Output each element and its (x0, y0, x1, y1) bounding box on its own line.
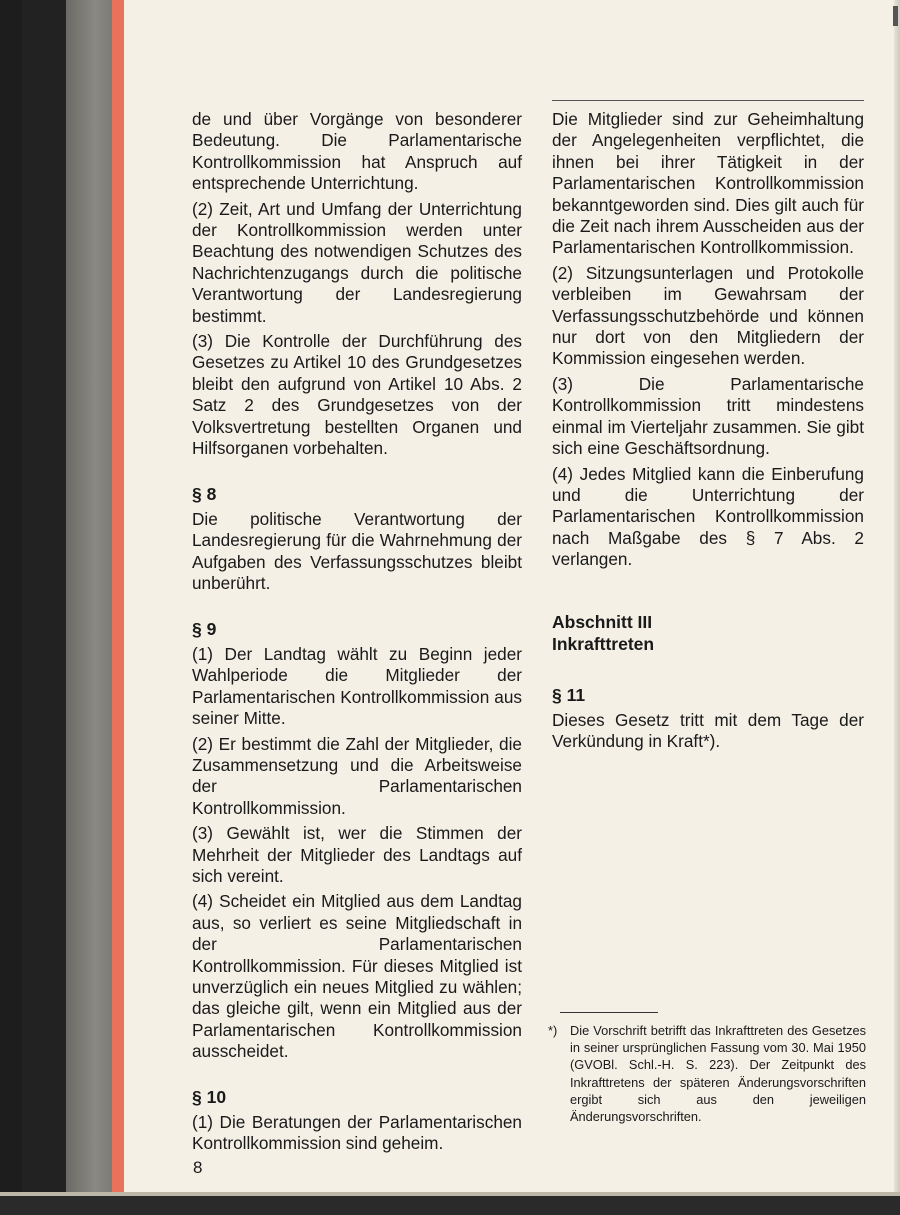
footnote-text: Die Vorschrift betrifft das Inkrafttreten des Gesetzes in seiner ursprünglichen Fassung vom 30. Mai 1950 (GVOBl. Schl.-H. S. 223). Der Zeitpunkt des Inkrafttretens der späteren Änderungsvorschriften ergibt sich aus den jeweiligen Änderungsvorschriften. (570, 1023, 866, 1125)
paragraph: (3) Die Kontrolle der Durchführung des Gesetzes zu Artikel 10 des Grundgesetzes bleibt den aufgrund von Artikel 10 Abs. 2 Satz 2 des Grundgesetzes von der Volksvertretung bestellten Organen und Hilfsorganen vorbehalten. (192, 331, 522, 459)
footnote (548, 1022, 866, 1125)
book-page-edges (66, 0, 114, 1215)
section-title-line2: Inkrafttreten (552, 633, 655, 654)
paragraph-heading: § 10 (192, 1086, 227, 1107)
paragraph: (1) Die Beratungen der Parlamentarischen Kontrollkommission sind geheim. (192, 1112, 522, 1154)
right-column-after-section (552, 685, 864, 753)
paragraph: (2) Sitzungsunterlagen und Protokolle verbleiben im Gewahrsam der Verfassungsschutzbehörde und können nur dort von den Mitgliedern der Kommission eingesehen werden. (552, 262, 864, 369)
paragraph: de und über Vorgänge von besonderer Bedeutung. Die Parlamentarische Kontrollkommission hat Anspruch auf entsprechende Unterrichtung. (192, 109, 522, 194)
page-right-edge (894, 0, 900, 1200)
left-text-column (192, 100, 522, 1159)
right-text-column (552, 100, 864, 757)
page-corner-mark (893, 6, 898, 26)
paragraph: (3) Die Parlamentarische Kontrollkommission tritt mindestens einmal im Vierteljahr zusammen. Sie gibt sich eine Geschäftsordnung. (552, 373, 864, 459)
paragraph: Die Mitglieder sind zur Geheimhaltung der Angelegenheiten verpflichtet, die ihnen bei ihrer Tätigkeit in der Parlamentarischen Kontrollkommission bekanntgeworden sind. Dies gilt auch für die Zeit nach ihrem Ausscheiden aus der Parlamentarischen Kontrollkommission. (552, 109, 864, 258)
book-edge-red (112, 0, 124, 1215)
paragraph-heading: § 11 (552, 684, 586, 705)
paragraph: (1) Der Landtag wählt zu Beginn jeder Wahlperiode die Mitglieder der Parlamentarischen Kontrollkommission aus seiner Mitte. (192, 643, 522, 729)
paragraph: (4) Jedes Mitglied kann die Einberufung und die Unterrichtung der Parlamentarischen Kontrollkommission nach Maßgabe des § 7 Abs. 2 verlangen. (552, 463, 864, 570)
page-number: 8 (193, 1158, 203, 1177)
book-spine-black (22, 0, 66, 1215)
right-column-paragraphs (552, 109, 864, 571)
section-heading (552, 611, 864, 655)
book-bottom-band (0, 1196, 900, 1215)
paragraph-heading: § 8 (192, 483, 217, 504)
paragraph: (4) Scheidet ein Mitglied aus dem Landtag aus, so verliert es seine Mitgliedschaft in der Parlamentarischen Kontrollkommission. Für dieses Mitglied ist unverzüglich ein neues Mitglied zu wählen; das gleiche gilt, wenn ein Mitglied aus der Parlamentarischen Kontrollkommission ausscheidet. (192, 891, 522, 1062)
paragraph: (3) Gewählt ist, wer die Stimmen der Mehrheit der Mitglieder des Landtags auf sich vereint. (192, 823, 522, 886)
book-spine-dark (0, 0, 22, 1215)
paragraph: (2) Zeit, Art und Umfang der Unterrichtung der Kontrollkommission werden unter Beachtung des notwendigen Schutzes des Nachrichtenzugangs durch die politische Verantwortung der Landesregierung bestimmt. (192, 198, 522, 326)
footnote-mark: *) (548, 1023, 558, 1038)
footnote-rule (560, 1012, 658, 1013)
paragraph-heading: § 9 (192, 618, 217, 639)
paragraph: Die politische Verantwortung der Landesregierung für die Wahrnehmung der Aufgaben des Verfassungsschutzes bleibt unberührt. (192, 508, 522, 594)
paragraph: (2) Er bestimmt die Zahl der Mitglieder, die Zusammensetzung und die Arbeitsweise der Parlamentarischen Kontrollkommission. (192, 733, 522, 818)
paragraph: Dieses Gesetz tritt mit dem Tage der Verkündung in Kraft*). (552, 709, 864, 752)
section-title-line1: Abschnitt III (552, 611, 653, 632)
